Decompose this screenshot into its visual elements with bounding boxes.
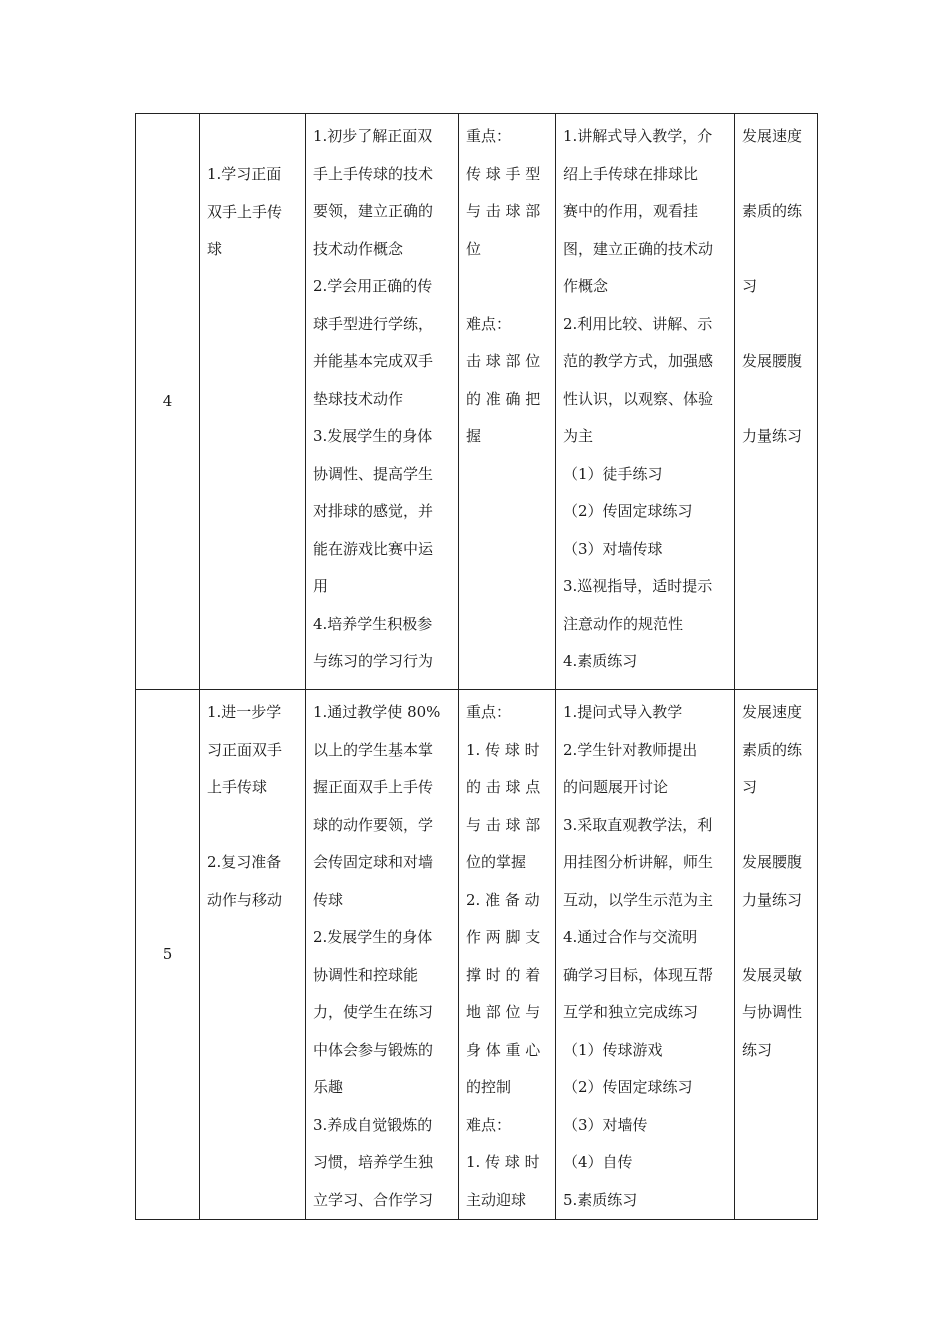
lesson-plan-table: [135, 113, 818, 1220]
table-row: [136, 114, 818, 690]
table-row: [136, 690, 818, 1220]
lesson-content-cell: 1.进一步学 习正面双手 上手传球 2.复习准备 动作与移动: [200, 690, 306, 1220]
fitness-practice-cell: 发展速度 素质的练 习 发展腰腹 力量练习 发展灵敏 与协调性 练习: [735, 690, 818, 1220]
lesson-number: 4: [136, 114, 200, 690]
lesson-content-cell: 1.学习正面 双手上手传 球: [200, 114, 306, 690]
lesson-number: 5: [136, 690, 200, 1220]
lesson-goals-cell: 1.初步了解正面双 手上手传球的技术 要领，建立正确的 技术动作概念 2.学会用正确的传 球手型进行学练， 并能基本完成双手 垫球技术动作 3.发展学生的身体 协调性、提高学生 对排球的感觉，并 能在游戏比赛中运 用 4.培养学生积极参 与练习的学习行为: [306, 114, 459, 690]
teaching-methods-cell: 1.提问式导入教学 2.学生针对教师提出 的问题展开讨论 3.采取直观教学法，利 用挂图分析讲解，师生 互动，以学生示范为主 4.通过合作与交流明 确学习目标，体现互帮 互学和独立完成练习 （1）传球游戏 （2）传固定球练习 （3）对墙传 （4）自传 5.素质练习: [556, 690, 735, 1220]
key-difficult-points-cell: 重点： 1. 传 球 时 的 击 球 点 与 击 球 部 位的掌握 2. 准 备 动 作 两 脚 支 撑 时 的 着 地 部 位 与 身 体 重 心 的控制 难点： 1. 传 球 时 主动迎球: [459, 690, 556, 1220]
lesson-goals-cell: 1.通过教学使 80% 以上的学生基本掌 握正面双手上手传 球的动作要领，学 会传固定球和对墙 传球 2.发展学生的身体 协调性和控球能 力，使学生在练习 中体会参与锻炼的 乐趣 3.养成自觉锻炼的 习惯，培养学生独 立学习、合作学习: [306, 690, 459, 1220]
fitness-practice-cell: 发展速度 素质的练 习 发展腰腹 力量练习: [735, 114, 818, 690]
teaching-methods-cell: 1.讲解式导入教学，介 绍上手传球在排球比 赛中的作用，观看挂 图，建立正确的技术动 作概念 2.利用比较、讲解、示 范的教学方式，加强感 性认识，以观察、体验 为主 （1）徒手练习 （2）传固定球练习 （3）对墙传球 3.巡视指导，适时提示 注意动作的规范性 4.素质练习: [556, 114, 735, 690]
key-difficult-points-cell: 重点： 传 球 手 型 与 击 球 部 位 难点： 击 球 部 位 的 准 确 把 握: [459, 114, 556, 690]
